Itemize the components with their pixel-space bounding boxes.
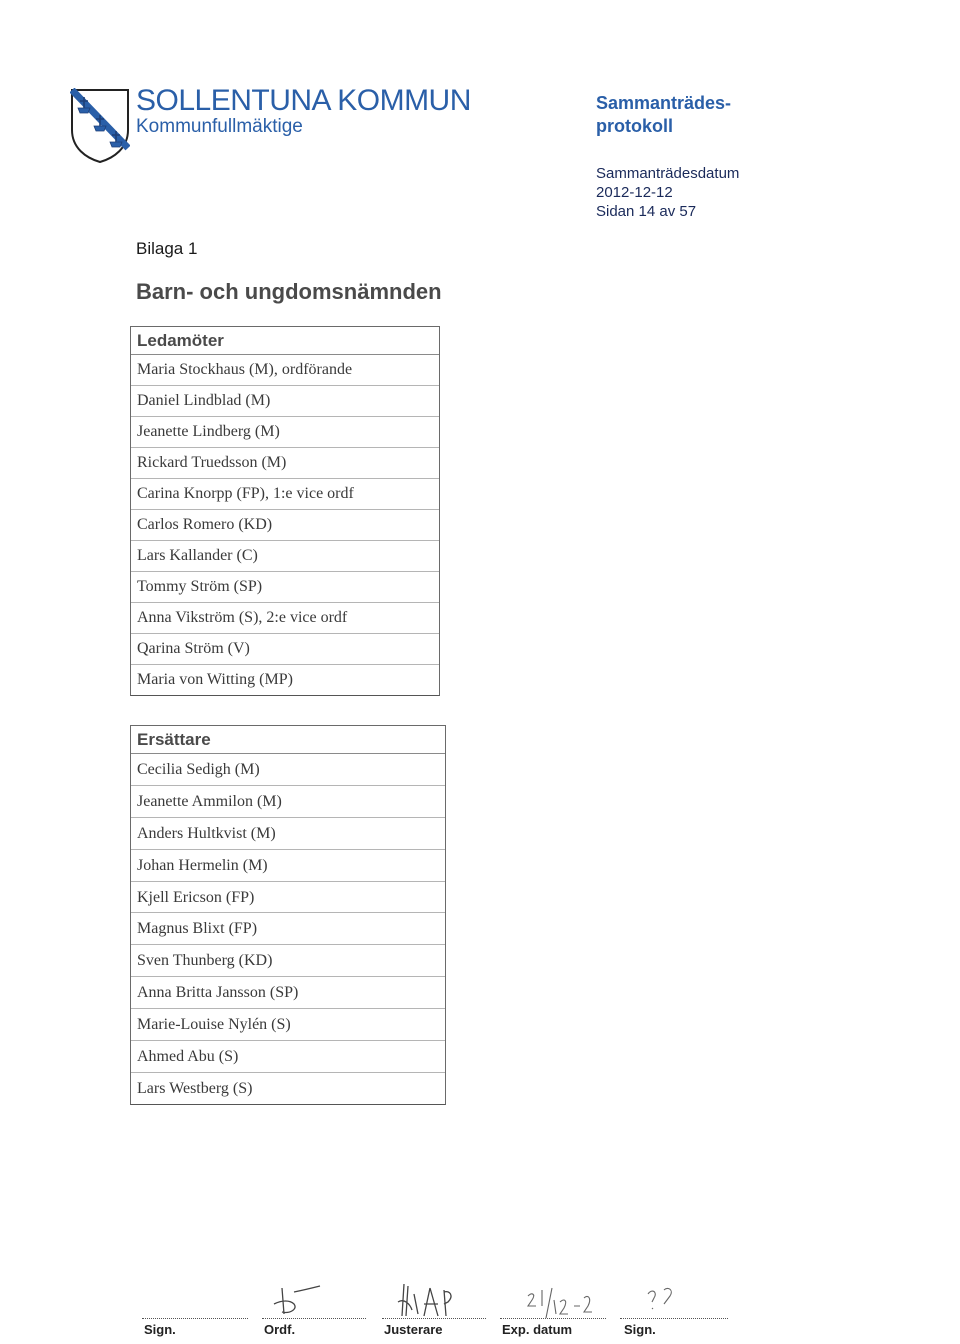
substitute-row: Sven Thunberg (KD) (131, 945, 445, 977)
meeting-date: 2012-12-12 (596, 184, 673, 201)
handwritten-initials-chair (268, 1282, 338, 1320)
handwritten-expedition-date (520, 1284, 600, 1320)
chair-label: Ordf. (264, 1322, 296, 1337)
document-type-line-1: Sammanträdes- (596, 93, 732, 113)
substitute-row: Marie-Louise Nylén (S) (131, 1009, 445, 1041)
substitute-row: Jeanette Ammilon (M) (131, 786, 445, 818)
substitute-row: Lars Westberg (S) (137, 1079, 253, 1097)
member-row: Daniel Lindblad (M) (131, 386, 439, 417)
member-row: Rickard Truedsson (M) (131, 448, 439, 479)
member-row: Lars Kallander (C) (131, 541, 439, 572)
member-row: Tommy Ström (SP) (131, 572, 439, 603)
organization-unit: Kommunfullmäktige (136, 116, 303, 137)
substitute-row: Kjell Ericson (FP) (131, 882, 445, 914)
substitutes-table (130, 725, 446, 1105)
substitute-row: Johan Hermelin (M) (131, 850, 445, 882)
board-title: Barn- och ungdomsnämnden (136, 279, 442, 304)
handwritten-initials-adjuster (394, 1280, 474, 1320)
document-type-line-2: protokoll (596, 116, 673, 136)
substitute-row: Magnus Blixt (FP) (131, 913, 445, 945)
document-type (596, 92, 731, 138)
organization-name: SOLLENTUNA KOMMUN (136, 84, 471, 117)
substitute-row: Anders Hultkvist (M) (131, 818, 445, 850)
page-number: Sidan 14 av 57 (596, 203, 697, 220)
substitute-row: Anna Britta Jansson (SP) (131, 977, 445, 1009)
members-heading: Ledamöter (131, 327, 439, 355)
dispatch-date-label: Exp. datum (502, 1322, 573, 1337)
member-row: Jeanette Lindberg (M) (131, 417, 439, 448)
sign-label: Sign. (144, 1322, 176, 1337)
member-row: Qarina Ström (V) (131, 634, 439, 665)
substitutes-heading: Ersättare (131, 726, 445, 754)
member-row: Carlos Romero (KD) (131, 510, 439, 541)
member-row: Carina Knorpp (FP), 1:e vice ordf (131, 479, 439, 510)
meeting-date-label: Sammanträdesdatum (596, 165, 740, 182)
substitute-row: Ahmed Abu (S) (131, 1041, 445, 1073)
members-table (130, 326, 440, 696)
signature-line (620, 1318, 728, 1319)
meeting-info (596, 164, 739, 221)
member-row: Maria von Witting (MP) (137, 671, 293, 688)
substitute-row: Cecilia Sedigh (M) (131, 754, 445, 786)
sign-label: Sign. (624, 1322, 656, 1337)
member-row: Maria Stockhaus (M), ordförande (131, 355, 439, 386)
adjuster-label: Justerare (384, 1322, 443, 1337)
annex-label: Bilaga 1 (136, 239, 198, 258)
member-row: Anna Vikström (S), 2:e vice ordf (131, 603, 439, 634)
handwritten-initials-sign (642, 1284, 682, 1314)
signature-line (142, 1318, 248, 1319)
municipal-coat-of-arms-logo (70, 88, 130, 164)
